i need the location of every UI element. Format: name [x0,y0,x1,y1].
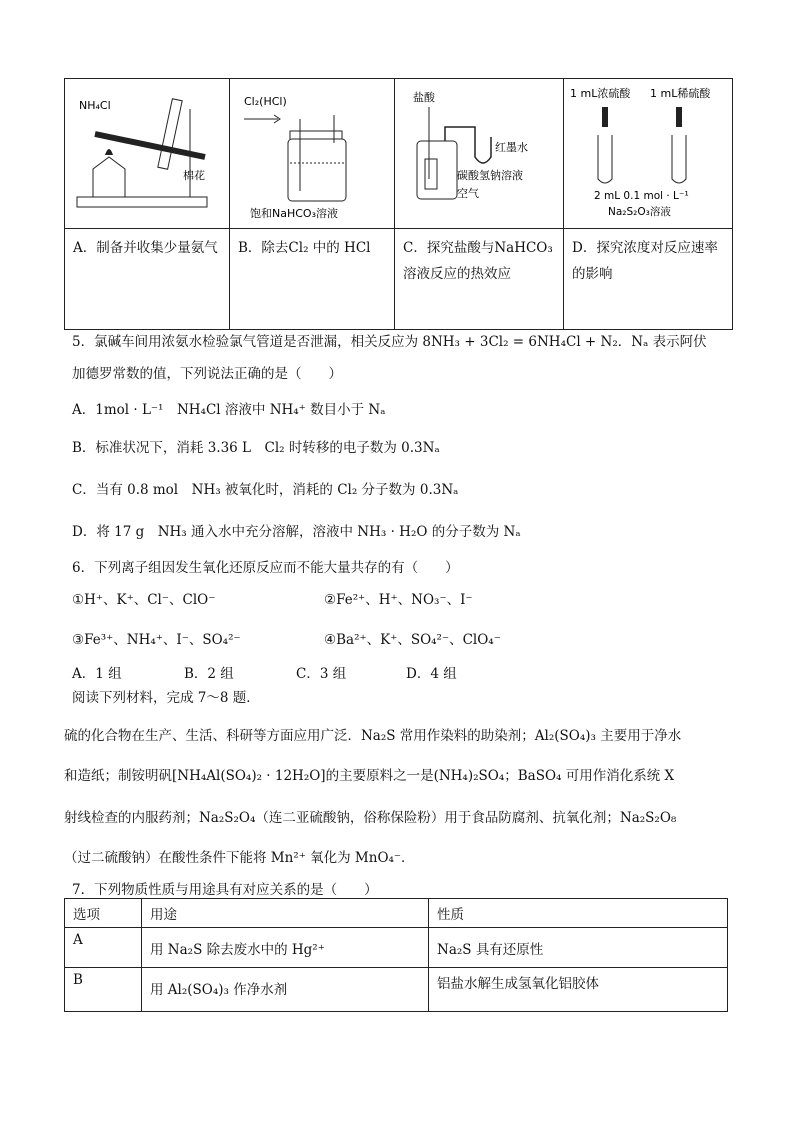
caption-a: A．制备并收集少量氨气 [65,229,230,330]
q7-header-use: 用途 [142,899,429,928]
fig-d-label-dil: 1 mL稀硫酸 [650,87,711,100]
q5-stem-line2: 加德罗常数的值，下列说法正确的是（ ） [72,366,342,382]
q7-row-b [65,968,728,1012]
q5-option-d: D．将 17 g NH₃ 通入水中充分溶解，溶液中 NH₃ · H₂O 的分子数为 Nₐ [72,524,521,540]
reading-intro: 阅读下列材料，完成 7～8 题． [72,690,260,706]
reading-para-line4: （过二硫酸钠）在酸性条件下能将 Mn²⁺ 氧化为 MnO₄⁻． [64,850,415,866]
wash-bottle [288,139,346,201]
apparatus-c-diagram [395,79,563,224]
fig-d [564,79,733,229]
inner-tube [425,159,437,189]
q6-group-3: ③Fe³⁺、NH₄⁺、I⁻、SO₄²⁻ [72,632,241,648]
fig-c-label-acid: 盐酸 [413,91,435,104]
caption-d: D．探究浓度对反应速率的影响 [564,229,733,330]
test-tube-1 [598,135,612,183]
stand-base [77,197,207,207]
q5-option-c: C．当有 0.8 mol NH₃ 被氧化时，消耗的 Cl₂ 分子数为 0.3Nₐ [72,482,459,498]
q5-stem-line1: 5．氯碱车间用浓氨水检验氯气管道是否泄漏，相关反应为 8NH₃ + 3Cl₂ = 6NH₄Cl + N₂．Nₐ 表示阿伏 [72,334,707,350]
fig-d-label-conc: 1 mL浓硫酸 [570,87,631,100]
fig-a-label-cotton: 棉花 [183,169,205,182]
fig-a-label-nh4cl: NH₄Cl [79,99,111,112]
q6-option-a: A．1 组 [72,666,122,682]
flame [105,149,113,155]
q6-group-4: ④Ba²⁺、K⁺、SO₄²⁻、ClO₄⁻ [324,632,501,648]
reading-para-line1: 硫的化合物在生产、生活、科研等方面应用广泛．Na₂S 常用作染料的助染剂；Al₂(SO₄)₃ 主要用于净水 [64,728,682,744]
fig-c-label-air: 空气 [457,187,479,200]
fig-c-label-ink: 红墨水 [495,141,528,154]
q7-row-b-option: B [65,968,142,1012]
fig-b-label-solution: 饱和NaHCO₃溶液 [250,207,338,220]
fig-b [230,79,395,229]
fig-a [65,79,230,229]
fig-c [395,79,564,229]
fig-c-label-solution: 碳酸氢钠溶液 [457,169,523,182]
fig-d-label-reagent: Na₂S₂O₃溶液 [608,206,671,218]
reading-para-line3: 射线检查的内服药剂；Na₂S₂O₄（连二亚硫酸钠，俗称保险粉）用于食品防腐剂、抗氧化剂；Na₂S₂O₈ [64,810,677,826]
q5-option-b: B．标准状况下，消耗 3.36 L Cl₂ 时转移的电子数为 0.3Nₐ [72,440,440,456]
q5-option-a: A．1mol · L⁻¹ NH₄Cl 溶液中 NH₄⁺ 数目小于 Nₐ [72,402,386,418]
q7-row-a [65,928,728,968]
alcohol-lamp [93,157,125,197]
apparatus-a-diagram [65,79,229,224]
fig-b-label-gas: Cl₂(HCl) [244,95,287,108]
q7-row-a-property: Na₂S 具有还原性 [429,928,728,968]
q6-option-b: B．2 组 [184,666,234,682]
reading-para-line2: 和造纸；制铵明矾[NH₄Al(SO₄)₂ · 12H₂O]的主要原料之一是(NH₄)₂SO₄；BaSO₄ 可用作消化系统 X [64,768,675,784]
q7-header-row [65,899,728,928]
q6-stem: 6．下列离子组因发生氧化还原反应而不能大量共存的有（ ） [72,560,459,576]
q7-header-option: 选项 [65,899,142,928]
q6-option-c: C．3 组 [296,666,347,682]
u-tube [445,127,491,163]
q6-group-1: ①H⁺、K⁺、Cl⁻、ClO⁻ [72,592,216,608]
caption-b: B．除去Cl₂ 中的 HCl [230,229,395,330]
q7-row-a-option: A [65,928,142,968]
q7-row-b-use: 用 Al₂(SO₄)₃ 作净水剂 [142,968,429,1012]
q7-row-a-use: 用 Na₂S 除去废水中的 Hg²⁺ [142,928,429,968]
apparatus-b-diagram [230,79,394,224]
dropper-2 [676,107,682,127]
collecting-tube [158,99,182,170]
test-tube-2 [672,135,686,183]
q7-stem: 7．下列物质性质与用途具有对应关系的是（ ） [72,882,378,898]
dropper-1 [602,107,608,127]
fig-d-label-amount: 2 mL 0.1 mol · L⁻¹ [594,190,689,202]
q7-header-property: 性质 [429,899,728,928]
apparatus-d-diagram [564,79,732,224]
q6-group-2: ②Fe²⁺、H⁺、NO₃⁻、I⁻ [324,592,473,608]
q7-row-b-property: 铝盐水解生成氢氧化铝胶体 [429,968,728,1012]
q7-table [64,898,728,1012]
caption-c: C．探究盐酸与NaHCO₃ 溶液反应的热效应 [395,229,564,330]
q6-option-d: D．4 组 [406,666,457,682]
q4-options-table [64,78,733,330]
